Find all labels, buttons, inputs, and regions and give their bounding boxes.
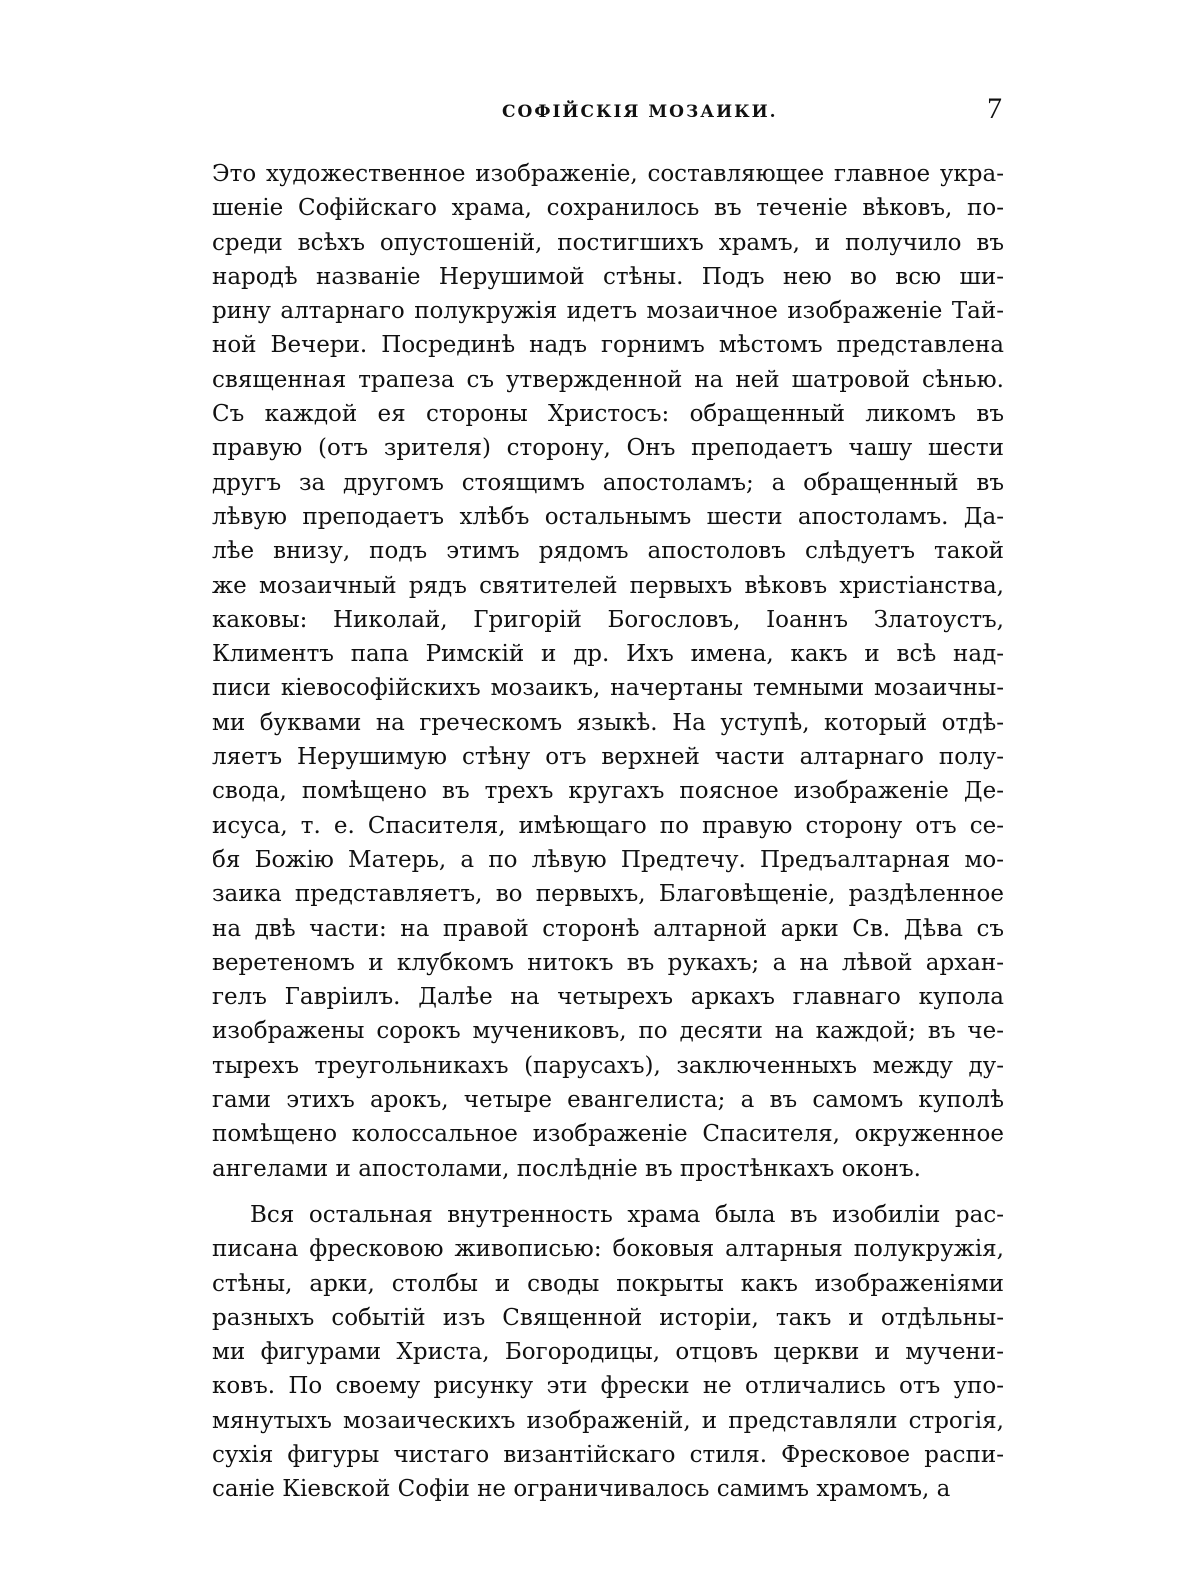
text-line: ной Вечери. Посрединѣ надъ горнимъ мѣстомъ представлена — [212, 332, 1004, 359]
text-line: священная трапеза съ утвержденной на ней шатровой сѣнью. — [212, 366, 1004, 393]
body-text — [212, 157, 1004, 1507]
text-line: лѣвую преподаетъ хлѣбъ остальнымъ шести апостоламъ. Да- — [212, 503, 1004, 530]
text-line: Вся остальная внутренность храма была въ изобиліи рас- — [250, 1201, 1004, 1228]
running-head — [212, 92, 1012, 136]
text-line: ляетъ Нерушимую стѣну отъ верхней части алтарнаго полу- — [212, 744, 1004, 771]
text-line: гелъ Гавріилъ. Далѣе на четырехъ аркахъ главнаго купола — [212, 984, 1004, 1011]
text-line: лѣе внизу, подъ этимъ рядомъ апостоловъ слѣдуетъ такой — [212, 538, 1004, 565]
text-line: рину алтарнаго полукружія идетъ мозаичное изображеніе Тай- — [212, 298, 1004, 325]
text-line: народѣ названіе Нерушимой стѣны. Подъ нею во всю ши- — [212, 263, 1004, 290]
text-line: заика представляетъ, во первыхъ, Благовѣщеніе, раздѣленное — [212, 881, 1004, 908]
paragraph-gap — [212, 1186, 1004, 1198]
text-line: саніе Кіевской Софіи не ограничивалось самимъ храмомъ, а — [212, 1476, 951, 1503]
text-line: Климентъ папа Римскій и др. Ихъ имена, какъ и всѣ над- — [212, 641, 1004, 668]
text-line: писана фресковою живописью: боковыя алтарныя полукружія, — [212, 1236, 1004, 1263]
text-line: ми буквами на греческомъ языкѣ. На уступѣ, который отдѣ- — [212, 709, 1004, 736]
page-number: 7 — [987, 92, 1002, 125]
text-line: сухія фигуры чистаго византійскаго стиля. Фресковое распи- — [212, 1441, 1004, 1468]
text-line: стѣны, арки, столбы и своды покрыты какъ изображеніями — [212, 1270, 1004, 1297]
text-line: же мозаичный рядъ святителей первыхъ вѣковъ христіанства, — [212, 572, 1004, 599]
paragraph — [212, 1198, 1004, 1507]
text-line: другъ за другомъ стоящимъ апостоламъ; а обращенный въ — [212, 469, 1004, 496]
text-line: шеніе Софійскаго храма, сохранилось въ теченіе вѣковъ, по- — [212, 195, 1004, 222]
text-line: мянутыхъ мозаическихъ изображеній, и представляли строгія, — [212, 1407, 1004, 1434]
text-line: на двѣ части: на правой сторонѣ алтарной арки Св. Дѣва съ — [212, 915, 1004, 942]
text-line: свода, помѣщено въ трехъ кругахъ поясное изображеніе Де- — [212, 778, 1004, 805]
text-line: каковы: Николай, Григорій Богословъ, Іоаннъ Златоустъ, — [212, 606, 1004, 633]
text-line: веретеномъ и клубкомъ нитокъ въ рукахъ; а на лѣвой архан- — [212, 949, 1004, 976]
text-line: Это художественное изображеніе, составляющее главное укра- — [212, 161, 1004, 187]
text-line: изображены сорокъ мучениковъ, по десяти на каждой; въ че- — [212, 1018, 1004, 1045]
text-line: ангелами и апостолами, послѣдніе въ простѣнкахъ оконъ. — [212, 1155, 921, 1182]
paragraph — [212, 157, 1004, 1186]
text-line: писи кіевософійскихъ мозаикъ, начертаны темными мозаичны- — [212, 675, 1004, 702]
text-line: тырехъ треугольникахъ (парусахъ), заключенныхъ между ду- — [212, 1052, 1004, 1079]
text-line: среди всѣхъ опустошеній, постигшихъ храмъ, и получило въ — [212, 229, 1004, 256]
text-line: ми фигурами Христа, Богородицы, отцовъ церкви и мучени- — [212, 1339, 1004, 1366]
text-line: правую (отъ зрителя) сторону, Онъ преподаетъ чашу шести — [212, 435, 1004, 462]
text-line: ковъ. По своему рисунку эти фрески не отличались отъ упо- — [212, 1373, 1004, 1400]
text-line: бя Божію Матерь, а по лѣвую Предтечу. Предъалтарная мо- — [212, 846, 1004, 873]
text-line: помѣщено колоссальное изображеніе Спасителя, окруженное — [212, 1121, 1004, 1148]
text-line: исуса, т. е. Спасителя, имѣющаго по правую сторону отъ се- — [212, 812, 1004, 839]
text-line: гами этихъ арокъ, четыре евангелиста; а въ самомъ куполѣ — [212, 1087, 1004, 1114]
text-line: разныхъ событій изъ Священной исторіи, такъ и отдѣльны- — [212, 1304, 1004, 1331]
running-title: СОФІЙСКІЯ МОЗАИКИ. — [502, 102, 778, 122]
text-line: Съ каждой ея стороны Христосъ: обращенный ликомъ въ — [212, 401, 1004, 428]
